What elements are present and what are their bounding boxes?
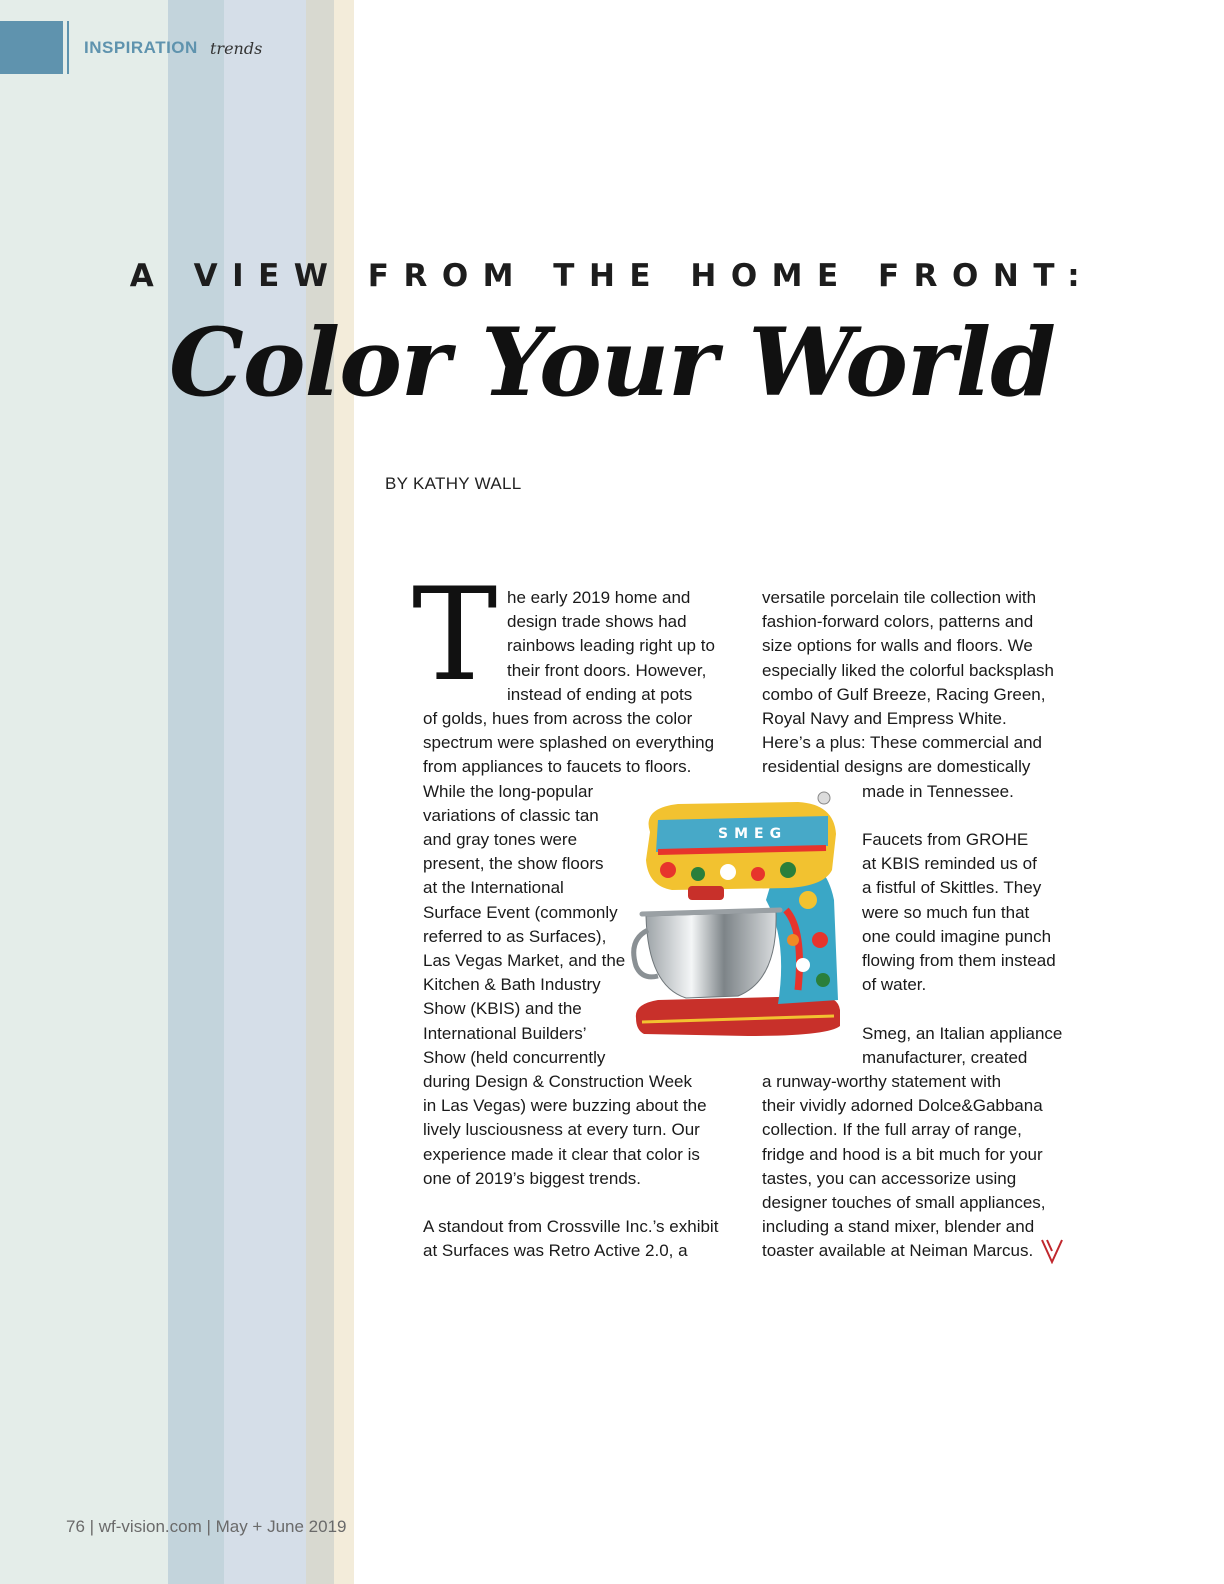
body-text-line: Show (held concurrently bbox=[423, 1047, 606, 1067]
body-text-line: their vividly adorned Dolce&Gabbana bbox=[762, 1096, 1043, 1116]
body-text-line: their front doors. However, bbox=[507, 660, 707, 680]
section-sublabel: trends bbox=[210, 39, 263, 58]
body-text-line: lively lusciousness at every turn. Our bbox=[423, 1120, 700, 1140]
body-text-line: were so much fun that bbox=[862, 902, 1030, 922]
body-text-line: referred to as Surfaces), bbox=[423, 926, 607, 946]
body-text-line: including a stand mixer, blender and bbox=[762, 1217, 1035, 1237]
section-label: INSPIRATION bbox=[84, 38, 198, 57]
body-text-line: of water. bbox=[862, 975, 927, 995]
background-stripe-steel bbox=[168, 0, 224, 1584]
stand-mixer-image bbox=[628, 790, 858, 1040]
body-text-line: collection. If the full array of range, bbox=[762, 1120, 1022, 1140]
body-text-line: in Las Vegas) were buzzing about the bbox=[423, 1096, 707, 1116]
body-text-line: size options for walls and floors. We bbox=[762, 636, 1033, 656]
body-text-line: manufacturer, created bbox=[862, 1047, 1028, 1067]
body-text-line: during Design & Construction Week bbox=[423, 1072, 692, 1091]
background-stripe-taupe bbox=[306, 0, 334, 1584]
section-rule bbox=[67, 21, 69, 74]
body-text-line: While the long-popular bbox=[423, 781, 594, 801]
stand-mixer-icon bbox=[628, 790, 858, 1040]
background-stripe-mint bbox=[0, 0, 168, 1584]
article-title: Color Your World bbox=[169, 308, 1055, 418]
body-text-line: of golds, hues from across the color bbox=[423, 709, 693, 728]
page-footer: 76 | wf-vision.com | May + June 2019 bbox=[66, 1517, 347, 1536]
body-text-line: residential designs are domestically bbox=[762, 757, 1031, 777]
body-text-line: one could imagine punch bbox=[862, 926, 1052, 946]
background-stripe-cream bbox=[334, 0, 354, 1584]
body-text-line: flowing from them instead bbox=[862, 951, 1056, 970]
body-text-line: present, the show floors bbox=[423, 854, 604, 874]
body-text-line: fridge and hood is a bit much for your bbox=[762, 1144, 1043, 1164]
body-text-line: and gray tones were bbox=[423, 830, 578, 849]
background-stripe-blue bbox=[224, 0, 306, 1584]
body-text-line: design trade shows had bbox=[507, 612, 687, 632]
body-text-line: versatile porcelain tile collection with bbox=[762, 588, 1037, 607]
body-text-line: Show (KBIS) and the bbox=[423, 999, 582, 1019]
byline: BY KATHY WALL bbox=[385, 474, 522, 493]
body-text-line: designer touches of small appliances, bbox=[762, 1193, 1046, 1212]
body-text-line: instead of ending at pots bbox=[507, 684, 693, 704]
body-text-line: especially liked the colorful backsplash bbox=[762, 660, 1054, 680]
end-mark-icon bbox=[1040, 1238, 1064, 1264]
body-text-line: Surface Event (commonly bbox=[423, 902, 618, 922]
article-kicker: A VIEW FROM THE HOME FRONT: bbox=[129, 258, 1095, 294]
body-text-line: from appliances to faucets to floors. bbox=[423, 757, 692, 777]
body-text-line: a runway-worthy statement with bbox=[762, 1072, 1002, 1091]
body-text-line: at KBIS reminded us of bbox=[862, 854, 1037, 874]
body-text-line: Faucets from GROHE bbox=[862, 830, 1029, 849]
body-text-line: fashion-forward colors, patterns and bbox=[762, 612, 1034, 632]
body-text-line: he early 2019 home and bbox=[507, 588, 691, 607]
body-text-line: Kitchen & Bath Industry bbox=[423, 975, 601, 995]
body-text-line: rainbows leading right up to bbox=[507, 636, 715, 656]
body-text-line: tastes, you can accessorize using bbox=[762, 1168, 1017, 1188]
drop-cap: T bbox=[412, 561, 498, 710]
body-text-line: A standout from Crossville Inc.’s exhibit bbox=[423, 1217, 719, 1237]
body-text-line: combo of Gulf Breeze, Racing Green, bbox=[762, 684, 1046, 704]
body-text-line: variations of classic tan bbox=[423, 805, 599, 825]
body-text-line: Las Vegas Market, and the bbox=[423, 951, 626, 970]
svg-text:SMEG: SMEG bbox=[718, 826, 788, 842]
body-text-line: at Surfaces was Retro Active 2.0, a bbox=[423, 1241, 688, 1261]
body-text-line: made in Tennessee. bbox=[862, 781, 1014, 801]
body-text-line: Smeg, an Italian appliance bbox=[862, 1023, 1063, 1043]
body-text-line: toaster available at Neiman Marcus. bbox=[762, 1241, 1034, 1261]
body-text-line: at the International bbox=[423, 878, 564, 898]
body-text-line: one of 2019’s biggest trends. bbox=[423, 1168, 642, 1188]
section-tab-block bbox=[0, 21, 63, 74]
body-text-line: experience made it clear that color is bbox=[423, 1144, 700, 1164]
body-text-line: spectrum were splashed on everything bbox=[423, 733, 715, 753]
body-text-line: Royal Navy and Empress White. bbox=[762, 709, 1007, 728]
body-text-line: a fistful of Skittles. They bbox=[862, 878, 1042, 898]
body-text-line: Here’s a plus: These commercial and bbox=[762, 733, 1043, 753]
body-text-line: International Builders’ bbox=[423, 1023, 587, 1043]
